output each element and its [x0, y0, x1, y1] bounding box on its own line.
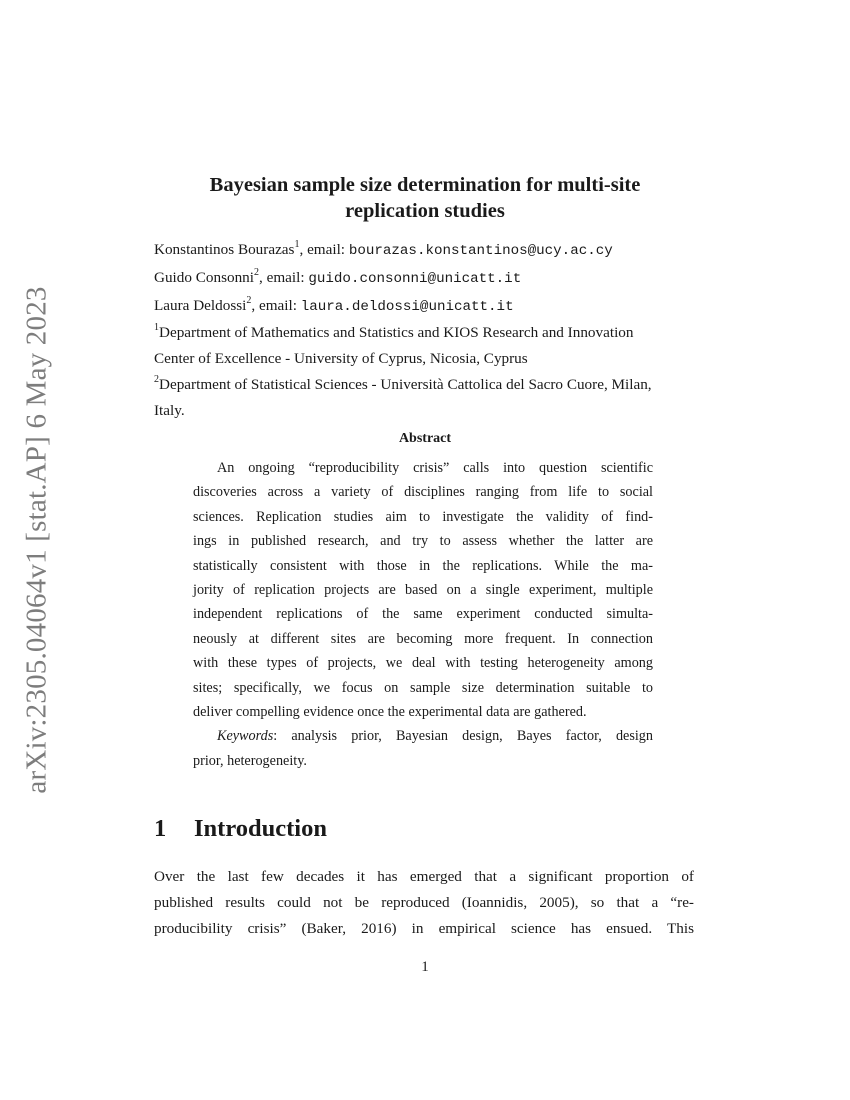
author-name: Konstantinos Bourazas [154, 241, 295, 258]
body-line: producibility crisis” (Baker, 2016) in empirical science has ensued. This [154, 920, 694, 938]
affiliation-mark: 2 [246, 294, 252, 306]
affiliation-mark: 2 [154, 373, 159, 385]
email-label: , email: [259, 268, 309, 286]
intro-paragraph [154, 864, 694, 943]
author-line [154, 293, 699, 321]
page-number: 1 [421, 959, 429, 975]
affiliation-line [154, 372, 699, 398]
abstract-body [193, 456, 653, 773]
author-email[interactable]: laura.deldossi@unicatt.it [300, 298, 514, 315]
abstract-line: discoveries across a variety of disciplines ranging from life to social [193, 484, 653, 501]
title-line-2: replication studies [345, 200, 505, 222]
affiliation-line [154, 320, 699, 346]
author-line [154, 265, 699, 293]
affiliation-line [154, 398, 699, 424]
author-line [154, 237, 699, 265]
affiliation-mark: 2 [254, 266, 259, 278]
author-name: Laura Deldossi [154, 296, 247, 314]
keywords-line: prior, heterogeneity. [193, 752, 307, 769]
section-title: Introduction [194, 815, 327, 842]
abstract-line: with these types of projects, we deal with testing heterogeneity among [193, 655, 653, 672]
abstract-line: jority of replication projects are based on a single experiment, multiple [193, 581, 653, 598]
author-name: Guido Consonni [154, 268, 254, 286]
affiliation-text: Italy. [154, 401, 185, 419]
body-line: published results could not be reproduced (Ioannidis, 2005), so that a “re- [154, 894, 694, 912]
abstract-line: deliver compelling evidence once the experimental data are gathered. [193, 703, 587, 720]
abstract-line: statistically consistent with those in the replications. While the ma- [193, 557, 653, 574]
keywords-line [193, 724, 653, 748]
affiliation-mark: 1 [294, 238, 300, 250]
abstract-line: An ongoing “reproducibility crisis” calls into question scientific [217, 460, 653, 476]
affiliation-line [154, 346, 699, 372]
keywords-text: : analysis prior, Bayesian design, Bayes factor, design [273, 728, 653, 745]
affiliation-text: Center of Excellence - University of Cyprus, Nicosia, Cyprus [154, 350, 528, 368]
paper-title [150, 172, 700, 224]
abstract-line: neously at different sites are becoming more frequent. In connection [193, 630, 653, 647]
section-number: 1 [154, 815, 167, 842]
abstract-line: ings in published research, and try to assess whether the latter are [193, 533, 653, 550]
arxiv-identifier: arXiv:2305.04064v1 [stat.AP] 6 May 2023 [20, 286, 53, 794]
email-label: , email: [251, 296, 301, 314]
email-label: , email: [299, 241, 349, 258]
author-email[interactable]: bourazas.konstantinos@ucy.ac.cy [348, 243, 613, 259]
affiliation-text: Department of Statistical Sciences - Università Cattolica del Sacro Cuore, Milan, [159, 375, 652, 393]
abstract-line: sites; specifically, we focus on sample size determination suitable to [193, 679, 653, 696]
affiliation-mark: 1 [154, 322, 159, 334]
abstract-heading: Abstract [398, 431, 452, 446]
author-email[interactable]: guido.consonni@unicatt.it [308, 270, 522, 287]
keywords-label: Keywords [217, 728, 274, 745]
abstract-line: independent replications of the same experiment conducted simulta- [193, 606, 653, 623]
affiliation-text: Department of Mathematics and Statistics and KIOS Research and Innovation [159, 324, 634, 342]
body-line: Over the last few decades it has emerged that a significant proportion of [154, 868, 694, 885]
section-heading [154, 815, 327, 843]
abstract-line: sciences. Replication studies aim to investigate the validity of find- [193, 508, 653, 525]
title-line-1: Bayesian sample size determination for multi-site [209, 174, 641, 196]
author-block [154, 237, 699, 424]
